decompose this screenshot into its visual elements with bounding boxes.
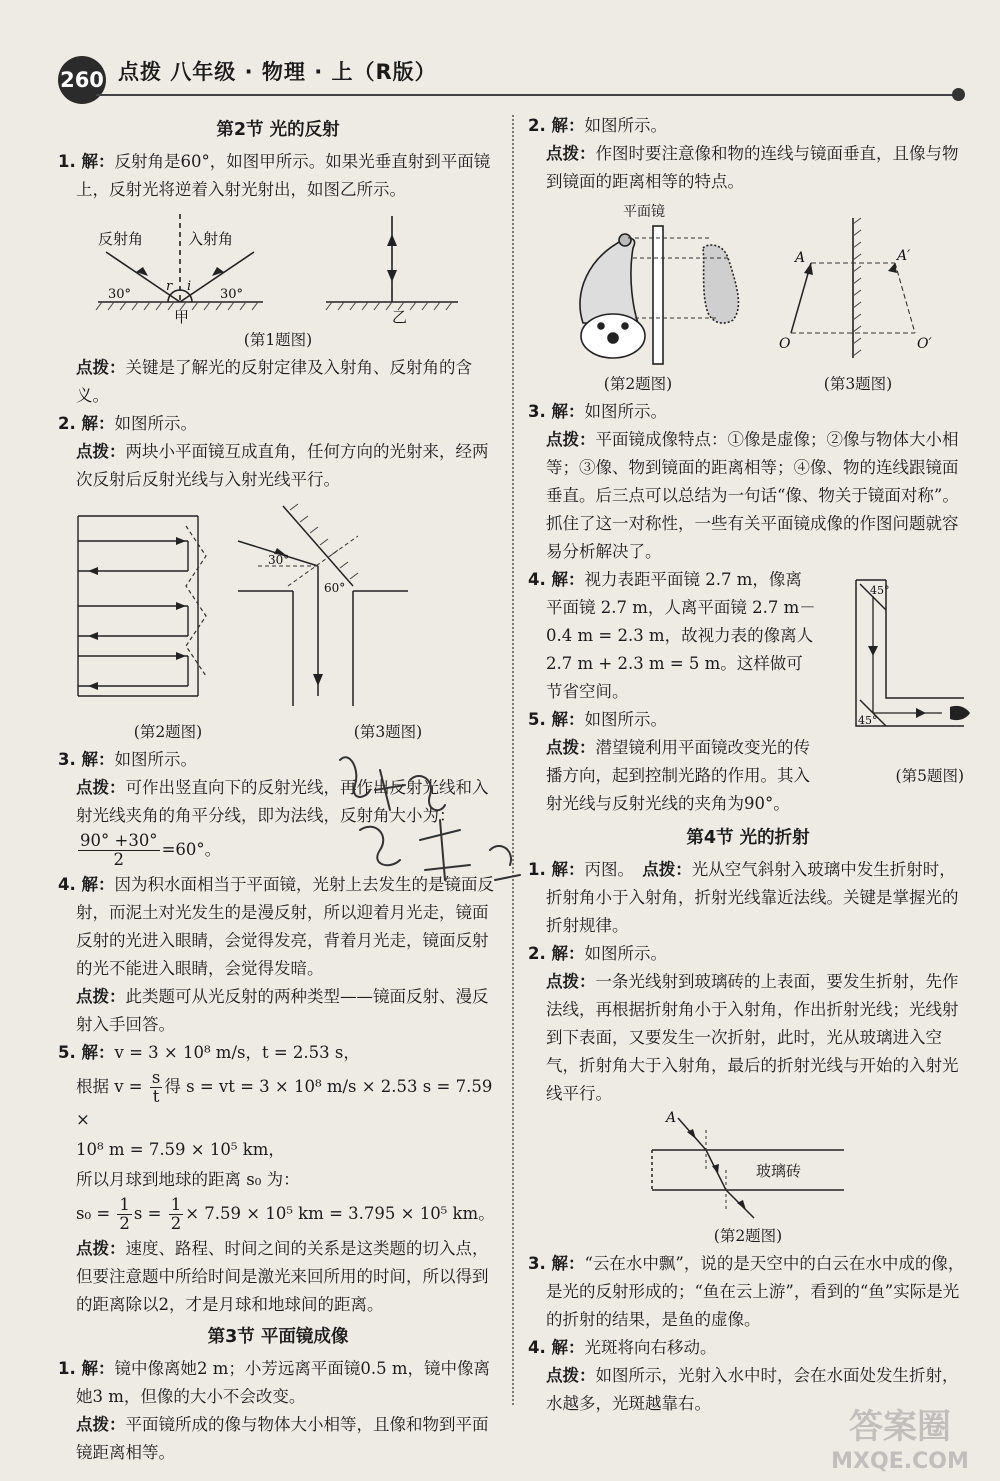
tip-text: 光从空气斜射入玻璃中发生折射时，折射角小于入射角，折射光线靠近法线。关键是掌握光的折射规律。	[546, 860, 959, 935]
s4-answer-3	[528, 1250, 968, 1334]
tip-label: 点拨：	[546, 738, 596, 757]
tip-label: 点拨：	[76, 778, 126, 797]
tip-label: 点拨：	[76, 1239, 126, 1258]
label-jia: 甲	[174, 308, 190, 324]
answer-text: v = 3 × 10⁸ m/s，t = 2.53 s，	[114, 1043, 360, 1062]
answer-text: “云在水中飘”，说的是天空中的白云在水中成的像，是光的反射形成的；“鱼在云上游”，看到的“鱼”实际是光的折射的结果，是鱼的虚像。	[546, 1254, 965, 1329]
header-rule-dot	[952, 88, 965, 101]
figure-2-3-mirrors	[68, 496, 488, 716]
s3-answer-5	[528, 706, 818, 734]
tip-label: 点拨：	[546, 430, 596, 449]
numerator: 90° +30°	[80, 831, 158, 850]
answer-label: 3. 解：	[528, 402, 585, 421]
tip-text: 如图所示，光射入水中时，会在水面处发生折射，水越多，光斑越靠右。	[546, 1366, 959, 1413]
s4-tip-2	[528, 968, 968, 1108]
label-A: A	[666, 1110, 677, 1126]
label-glass: 玻璃砖	[756, 1162, 802, 1180]
s3-answer-3	[528, 398, 968, 426]
tip-text: 一条光线射到玻璃砖的上表面，要发生折射，先作法线，再根据折射角小于入射角，作出折射光线；光线射到下表面，又要发生一次折射，此时，光从玻璃进入空气，折射角大于入射角，最后的折射光线与开始的入射光线平行。	[546, 972, 959, 1103]
s3-tip-1	[58, 1411, 498, 1467]
tip-text: 潜望镜利用平面镜改变光的传播方向，起到控制光路的作用。其入射光线与反射光线的夹角为90°。	[546, 738, 810, 813]
eq-part: 得 s = vt = 3 × 10⁸ m/s × 2.53 s = 7.59 ×	[76, 1077, 493, 1129]
answer-text: 如图所示。	[584, 116, 667, 135]
tip-label: 点拨：	[76, 442, 126, 461]
answer-text: 因为积水面相当于平面镜，光射上去发生的是镜面反射，而泥土对光发生的是漫反射，所以迎着月光走，镜面反射的光进入眼睛，会觉得发亮，背着月光走，镜面反射的光不能进入眼睛，会觉得发暗。	[76, 875, 494, 978]
label-45-top: 45°	[870, 584, 890, 597]
figure-1-caption: (第1题图)	[243, 331, 313, 349]
answer-text: 反射角是60°，如图甲所示。如果光垂直射到平面镜上，反射光将逆着入射光射出，如图乙所示。	[76, 152, 491, 199]
equation-line-4: 所以月球到地球的距离 s₀ 为：	[76, 1170, 300, 1189]
page-number: 260	[58, 56, 106, 104]
s3-tip-3	[528, 426, 968, 566]
section-title-4: 第4节 光的折射	[686, 828, 810, 848]
figure-5-caption: (第5题图)	[895, 767, 964, 785]
answer-label: 5. 解：	[58, 1043, 115, 1062]
answer-text: 丙图。	[584, 860, 626, 879]
section-title-3: 第3节 平面镜成像	[207, 1327, 349, 1347]
answer-label: 2. 解：	[58, 414, 115, 433]
s3-answer-2	[528, 112, 968, 140]
answer-text: 如图所示。	[114, 750, 197, 769]
answer-text: 如图所示。	[584, 402, 667, 421]
figure-glass-brick	[648, 1110, 848, 1220]
answer-text: 视力表距平面镜 2.7 m，像离平面镜 2.7 m，人离平面镜 2.7 m－0.4 m = 2.3 m，故视力表的像离人 2.7 m + 2.3 m = 5 m。这样做可节省空间。	[546, 570, 816, 701]
figure-3-caption: (第3题图)	[823, 375, 893, 393]
tip-5	[58, 1235, 498, 1319]
right-column	[528, 112, 968, 1418]
q4-q5-block	[528, 566, 968, 818]
label-plane-mirror: 平面镜	[623, 204, 665, 220]
answer-1	[58, 148, 498, 204]
answer-text: 如图所示。	[584, 710, 667, 729]
figure-mirror-images	[533, 198, 963, 368]
answer-label: 5. 解：	[528, 710, 585, 729]
tip-text: 关键是了解光的反射定律及入射角、反射角的含义。	[76, 358, 472, 405]
tip-4	[58, 983, 498, 1039]
numerator: s	[151, 1068, 161, 1087]
answer-text: 镜中像离她2 m；小芳远离平面镜0.5 m，镜中像离她3 m，但像的大小不会改变。	[76, 1359, 491, 1406]
tip-2	[58, 438, 498, 494]
s4-answer-2	[528, 940, 968, 968]
book-title: 点拨 八年级 · 物理 · 上（R版）	[118, 60, 437, 84]
answer-label: 2. 解：	[528, 116, 585, 135]
header-rule	[96, 94, 958, 96]
s3-answer-1	[58, 1355, 498, 1411]
numerator: 1	[119, 1195, 130, 1214]
label-reflection-angle: 反射角	[98, 230, 144, 248]
label-A: A	[795, 250, 806, 266]
right-figure-captions	[528, 370, 968, 398]
page-header	[0, 0, 1000, 110]
answer-text: 光斑将向右移动。	[584, 1338, 717, 1357]
tip-label: 点拨：	[546, 144, 596, 163]
answer-text: 如图所示。	[114, 414, 197, 433]
label-angle-30: 30°	[268, 553, 290, 567]
denominator: 2	[113, 850, 125, 869]
label-i: i	[187, 279, 192, 294]
denominator: 2	[170, 1214, 182, 1233]
answer-label: 1. 解：	[58, 152, 115, 171]
label-45-bottom: 45°	[858, 714, 878, 727]
handwriting-scribble	[320, 740, 580, 930]
watermark-bottom: MXQE.COM	[831, 1449, 969, 1474]
answer-label: 4. 解：	[528, 1338, 585, 1357]
tip-text: 此类题可从光反射的两种类型——镜面反射、漫反射入手回答。	[76, 987, 489, 1034]
s4-answer-1	[528, 856, 968, 940]
eq-part: s₀ =	[76, 1204, 111, 1223]
answer-text: 如图所示。	[584, 944, 667, 963]
denominator: t	[152, 1087, 160, 1106]
figure-3-caption: (第3题图)	[353, 723, 423, 741]
tip-label: 点拨：	[546, 1366, 596, 1385]
answer-label: 4. 解：	[58, 875, 115, 894]
equation-line-5	[58, 1196, 498, 1233]
numerator: 1	[170, 1195, 182, 1214]
tip-text: 两块小平面镜互成直角，任何方向的光射来，经两次反射后反射光线与入射光线平行。	[76, 442, 489, 489]
s3-answer-4	[528, 566, 818, 706]
denominator: 2	[119, 1214, 130, 1233]
figure-5-periscope	[846, 576, 976, 751]
figure-2-caption: (第2题图)	[603, 375, 673, 393]
label-incident-angle: 入射角	[188, 230, 234, 248]
watermark-logo	[820, 1398, 980, 1476]
label-angle-30-right: 30°	[220, 287, 244, 302]
answer-5	[58, 1039, 498, 1067]
equation-line-3: 10⁸ m = 7.59 × 10⁵ km，	[76, 1140, 285, 1159]
label-yi: 乙	[392, 308, 408, 324]
answer-label: 1. 解：	[58, 1359, 115, 1378]
fraction	[117, 1196, 132, 1233]
answer-label: 2. 解：	[528, 944, 585, 963]
watermark-top: 答案圈	[849, 1407, 951, 1447]
label-O: O	[779, 336, 791, 352]
s3-tip-2	[528, 140, 968, 196]
fraction	[169, 1196, 184, 1233]
tip-text: 作图时要注意像和物的连线与镜面垂直，且像与物到镜面的距离相等的特点。	[546, 144, 959, 191]
tip-label: 点拨：	[76, 1415, 126, 1434]
tip-text: 可作出竖直向下的反射光线，再作出反射光线和入射光线夹角的角平分线，即为法线，反射角大小为：	[76, 778, 489, 825]
fraction	[78, 832, 160, 869]
s4-answer-4	[528, 1334, 968, 1362]
figure-2-caption: (第2题图)	[133, 723, 203, 741]
fraction	[150, 1069, 162, 1106]
s4-figure-2-caption: (第2题图)	[713, 1227, 783, 1245]
equation-result: =60°。	[161, 840, 222, 859]
label-angle-60: 60°	[324, 581, 346, 595]
answer-label: 4. 解：	[528, 570, 585, 589]
answer-label: 3. 解：	[58, 750, 115, 769]
eq-part: s =	[133, 1204, 162, 1223]
answer-2	[58, 410, 498, 438]
figure-1-reflection	[88, 206, 468, 324]
label-r: r	[166, 279, 173, 294]
tip-label: 点拨：	[642, 860, 692, 879]
tip-text: 平面镜成像特点：①像是虚像；②像与物体大小相等；③像、物到镜面的距离相等；④像、物的连线跟镜面垂直。后三点可以总结为一句话“像、物关于镜面对称”。抓住了这一对称性，一些有关平面镜成像的作图问题就容易分析解决了。	[546, 430, 959, 561]
answer-label: 1. 解：	[528, 860, 585, 879]
tip-label: 点拨：	[76, 987, 126, 1006]
section-title-2: 第2节 光的反射	[216, 120, 340, 140]
label-O-prime: O′	[917, 336, 932, 352]
tip-text: 平面镜所成的像与物体大小相等，且像和物到平面镜距离相等。	[76, 1415, 489, 1462]
tip-1	[58, 354, 498, 410]
answer-label: 3. 解：	[528, 1254, 585, 1273]
label-A-prime: A′	[897, 248, 911, 264]
eq-part: × 7.59 × 10⁵ km = 3.795 × 10⁵ km。	[185, 1204, 495, 1223]
tip-label: 点拨：	[76, 358, 126, 377]
tip-text: 速度、路程、时间之间的关系是这类题的切入点，但要注意题中所给时间是激光来回所用的时间，所以得到的距离除以2，才是月球和地球间的距离。	[76, 1239, 489, 1314]
eq-part: 根据 v =	[76, 1077, 143, 1096]
equation-line-2	[58, 1069, 498, 1134]
tip-label: 点拨：	[546, 972, 596, 991]
label-angle-30-left: 30°	[108, 287, 132, 302]
